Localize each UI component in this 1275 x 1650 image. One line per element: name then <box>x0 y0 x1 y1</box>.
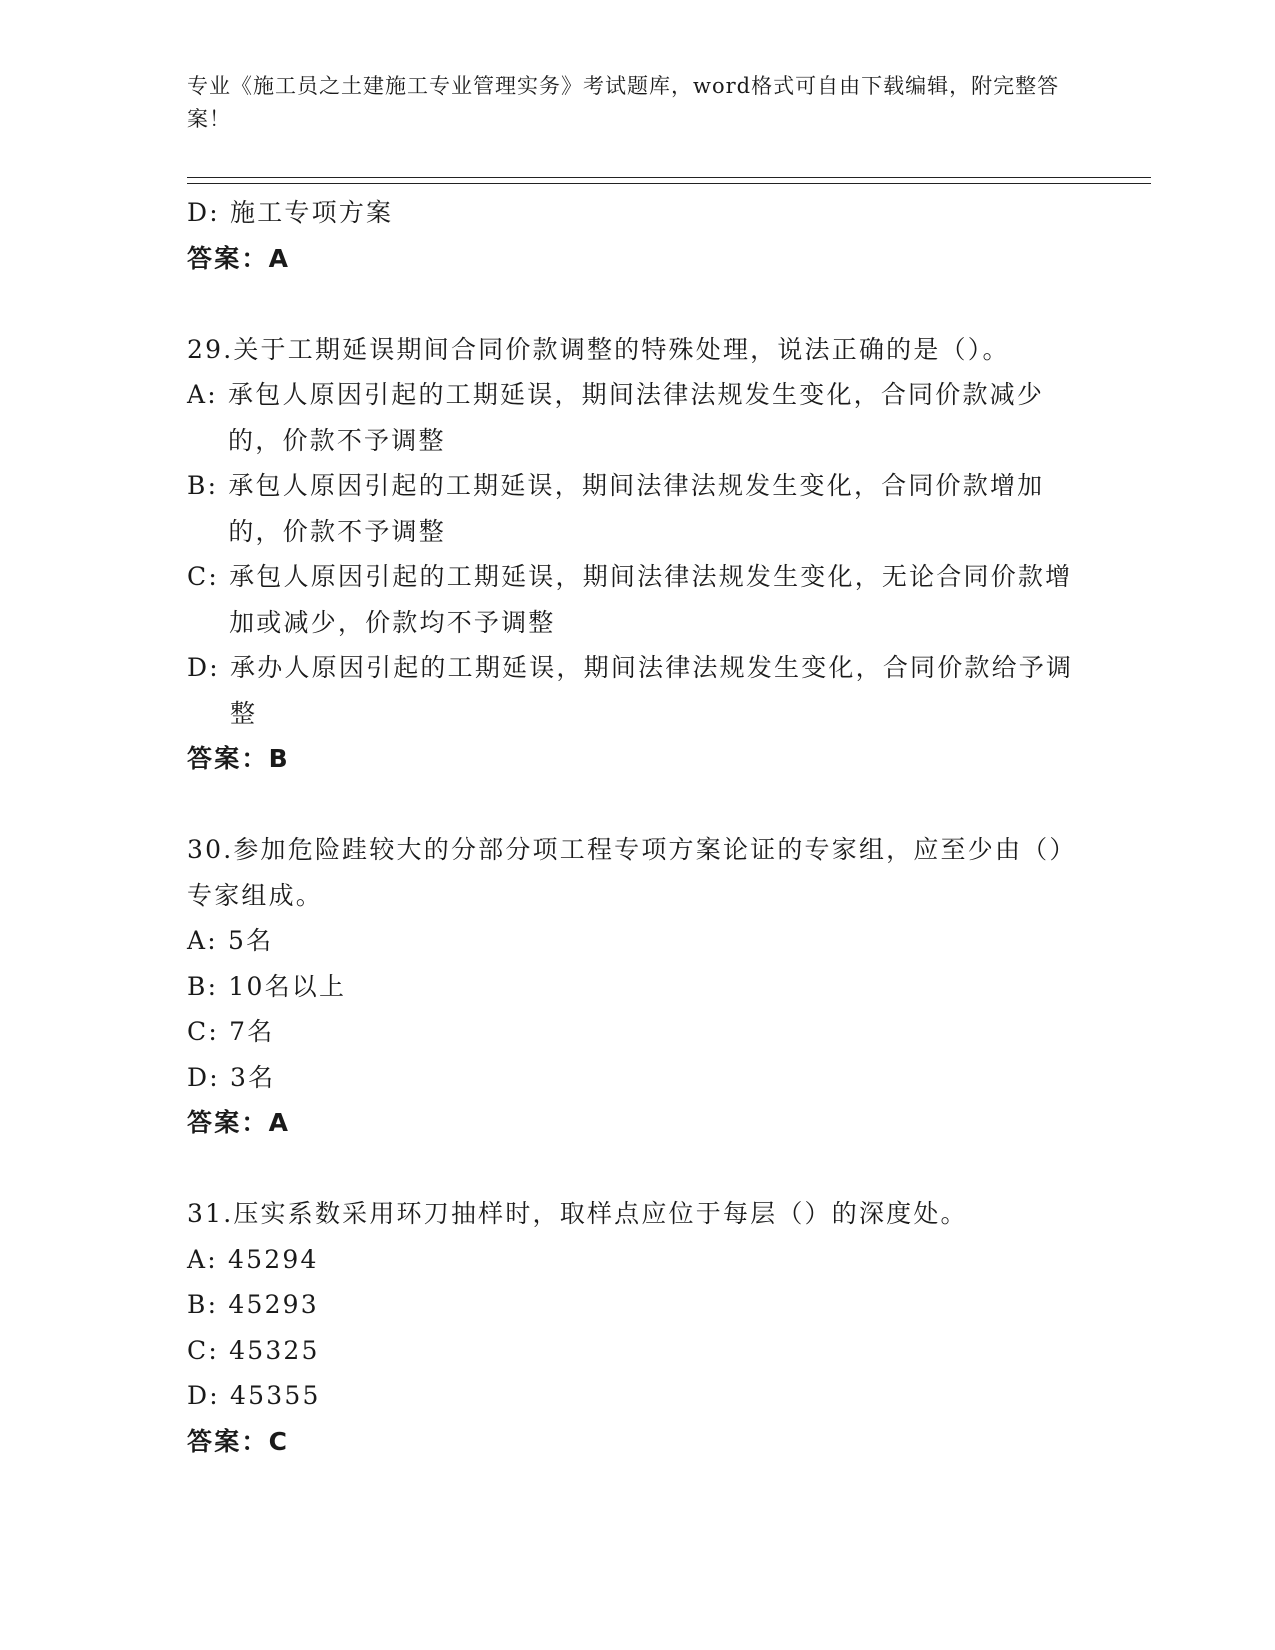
previous-question-tail <box>187 190 1087 281</box>
option-letter: A: <box>187 380 218 409</box>
option-b <box>187 964 1087 1010</box>
spacer <box>187 782 1087 828</box>
option-letter: B: <box>187 1290 219 1319</box>
option-text: 45325 <box>229 1335 320 1365</box>
page-header <box>187 70 1067 136</box>
header-text: 专业《施工员之土建施工专业管理实务》考试题库，word格式可自由下载编辑，附完整答案！ <box>187 74 1060 131</box>
option-d <box>187 1055 1087 1101</box>
option-text: 5名 <box>228 926 274 955</box>
option-letter: A: <box>187 926 218 955</box>
option-letter: C: <box>187 1335 219 1365</box>
option-text: 承包人原因引起的工期延误，期间法律法规发生变化，无论合同价款增加或减少，价款均不予调整 <box>229 562 1073 637</box>
question-stem: 30.参加危险跬较大的分部分项工程专项方案论证的专家组，应至少由（）专家组成。 <box>187 835 1077 910</box>
option-letter: B: <box>187 971 219 1001</box>
option-a <box>187 372 1087 463</box>
answer-line: 答案：C <box>187 1426 290 1456</box>
option-c <box>187 554 1087 645</box>
option-letter: D: <box>187 198 220 227</box>
option-c <box>187 1009 1087 1055</box>
option-text: 45294 <box>228 1244 319 1274</box>
option-text: 施工专项方案 <box>230 198 394 227</box>
option-c <box>187 1328 1087 1374</box>
option-d <box>187 645 1087 736</box>
option-letter: D: <box>187 1381 220 1410</box>
question-30 <box>187 827 1087 1146</box>
option-text: 10名以上 <box>228 971 347 1001</box>
question-31 <box>187 1191 1087 1464</box>
question-stem: 31.压实系数采用环刀抽样时，取样点应位于每层（）的深度处。 <box>187 1199 968 1228</box>
option-a <box>187 918 1087 964</box>
header-divider <box>187 177 1151 184</box>
answer-line: 答案：A <box>187 1108 291 1137</box>
option-letter: D: <box>187 653 220 682</box>
option-text: 45355 <box>230 1381 321 1410</box>
spacer <box>187 1146 1087 1192</box>
option-text: 承办人原因引起的工期延误，期间法律法规发生变化，合同价款给予调整 <box>230 653 1074 728</box>
answer-line: 答案：A <box>187 243 291 273</box>
option-d <box>187 190 1087 236</box>
option-a <box>187 1237 1087 1283</box>
option-letter: A: <box>187 1244 218 1274</box>
option-text: 7名 <box>229 1017 275 1046</box>
answer-line: 答案：B <box>187 744 290 773</box>
question-content <box>187 190 1087 1464</box>
question-stem: 29.关于工期延误期间合同价款调整的特殊处理，说法正确的是（）。 <box>187 334 1010 364</box>
option-letter: C: <box>187 1017 219 1046</box>
option-b <box>187 463 1087 554</box>
option-text: 3名 <box>230 1062 276 1092</box>
spacer <box>187 281 1087 327</box>
option-letter: B: <box>187 471 219 500</box>
option-b <box>187 1282 1087 1328</box>
option-d <box>187 1373 1087 1419</box>
option-text: 承包人原因引起的工期延误，期间法律法规发生变化，合同价款增加的，价款不予调整 <box>228 471 1045 546</box>
question-29 <box>187 327 1087 782</box>
option-text: 45293 <box>228 1290 319 1319</box>
option-letter: D: <box>187 1062 220 1092</box>
option-letter: C: <box>187 562 219 591</box>
option-text: 承包人原因引起的工期延误，期间法律法规发生变化，合同价款减少的，价款不予调整 <box>228 380 1045 455</box>
